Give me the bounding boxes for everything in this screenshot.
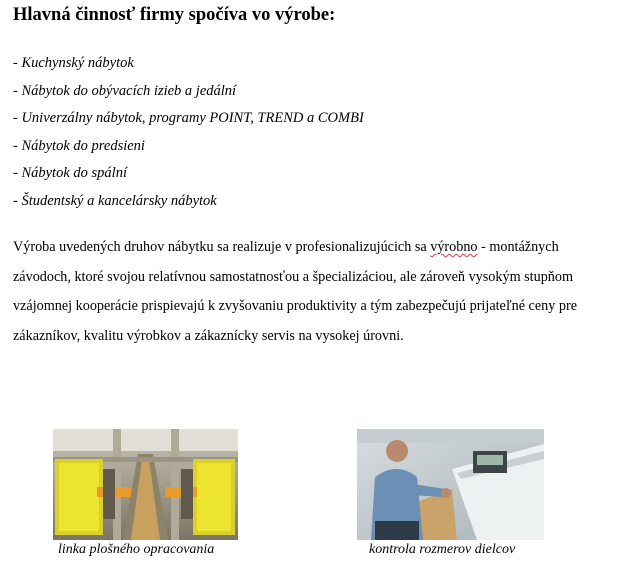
list-item: - Nábytok do predsieni <box>13 137 145 154</box>
paragraph-text-end: - montážnych závodoch, ktoré svojou relatívnou samostatnosťou a špecializáciou, ale zároveň vysokým stupňom vzájomnej kooperácie prispievajú k zvyšovaniu produktivity a tým zabezpečujú prijateľné ceny pre zákazníkov, kvalitu výrobkov a zákaznícky servis na vysokej úrovni. <box>13 239 577 344</box>
production-line-photo <box>53 429 238 540</box>
list-item: - Kuchynský nábytok <box>13 55 134 71</box>
product-list <box>13 53 364 219</box>
list-item: - Nábytok do obývacích izieb a jedální <box>13 82 237 99</box>
photo-caption: kontrola rozmerov dielcov <box>369 542 516 557</box>
list-item: - Nábytok do spální <box>13 165 127 182</box>
paragraph-text-start: Výroba uvedených druhov nábytku sa realizuje v profesionalizujúcich sa <box>13 239 431 255</box>
photo-caption: linka plošného opracovania <box>58 542 215 557</box>
spellcheck-underlined-word: výrobno <box>430 239 478 255</box>
description-paragraph <box>13 233 618 351</box>
list-item: - Študentský a kancelársky nábytok <box>13 192 217 209</box>
list-item: - Univerzálny nábytok, programy POINT, TREND a COMBI <box>13 110 364 127</box>
quality-control-photo <box>357 429 544 540</box>
page-heading: Hlavná činnosť firmy spočíva vo výrobe: <box>13 5 336 25</box>
